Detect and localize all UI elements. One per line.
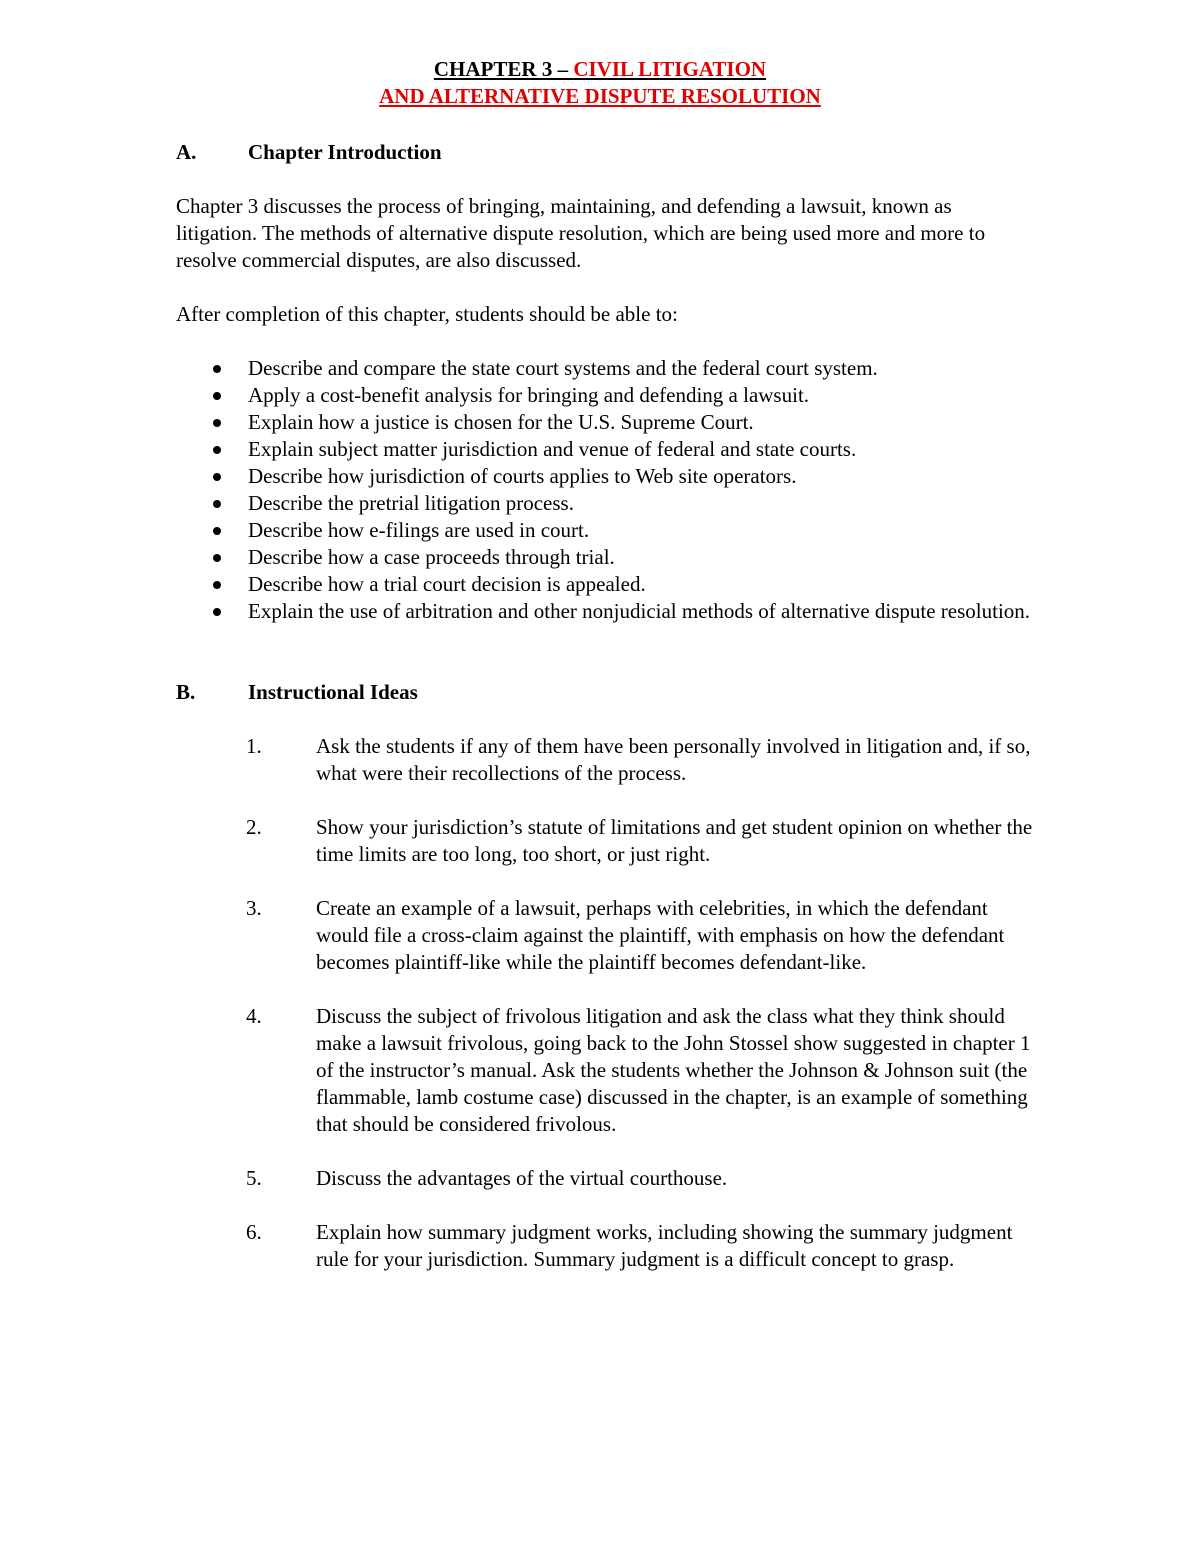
bullet-icon <box>213 527 221 535</box>
idea-item <box>246 1165 1036 1192</box>
objective-item: Apply a cost-benefit analysis for bringing and defending a lawsuit. <box>176 382 1036 409</box>
chapter-title-line-2: AND ALTERNATIVE DISPUTE RESOLUTION <box>379 84 821 108</box>
idea-text: Show your jurisdiction’s statute of limitations and get student opinion on whether the time limits are too long, too short, or just right. <box>316 815 1033 866</box>
idea-number: 2. <box>246 815 262 839</box>
idea-text: Ask the students if any of them have been personally involved in litigation and, if so, what were their recollections of the process. <box>316 734 1031 785</box>
bullet-icon <box>213 392 221 400</box>
objective-item: Describe and compare the state court systems and the federal court system. <box>176 355 1036 382</box>
bullet-icon <box>213 554 221 562</box>
objective-item: Explain the use of arbitration and other nonjudicial methods of alternative dispute resolution. <box>176 598 1036 625</box>
objective-item: Describe the pretrial litigation process. <box>176 490 1036 517</box>
section-a-heading <box>176 139 442 166</box>
idea-text: Discuss the advantages of the virtual courthouse. <box>316 1166 728 1190</box>
objective-item: Describe how a trial court decision is appealed. <box>176 571 1036 598</box>
objective-item: Explain how a justice is chosen for the U.S. Supreme Court. <box>176 409 1036 436</box>
chapter-number: CHAPTER 3 – <box>433 57 574 81</box>
bullet-icon <box>213 608 221 616</box>
idea-number: 3. <box>246 896 262 920</box>
objective-item: Explain subject matter jurisdiction and venue of federal and state courts. <box>176 436 1036 463</box>
objectives-lead-in: After completion of this chapter, students should be able to: <box>176 302 678 326</box>
idea-item <box>246 895 1036 976</box>
section-a-letter: A. <box>176 140 197 164</box>
idea-item <box>246 733 1036 787</box>
idea-item <box>246 1003 1036 1138</box>
idea-number: 1. <box>246 734 262 758</box>
bullet-icon <box>213 446 221 454</box>
objective-item: Describe how jurisdiction of courts applies to Web site operators. <box>176 463 1036 490</box>
objective-item: Describe how a case proceeds through trial. <box>176 544 1036 571</box>
bullet-icon <box>213 365 221 373</box>
bullet-icon <box>213 473 221 481</box>
objective-item: Describe how e-filings are used in court. <box>176 517 1036 544</box>
idea-number: 4. <box>246 1004 262 1028</box>
chapter-title-line-1 <box>0 56 1200 83</box>
chapter-title-red: CIVIL LITIGATION <box>573 57 767 81</box>
idea-number: 5. <box>246 1166 262 1190</box>
intro-paragraph: Chapter 3 discusses the process of bringing, maintaining, and defending a lawsuit, known as litigation. The methods of alternative dispute resolution, which are being used more and more to resolve commercial disputes, are also discussed. <box>176 194 986 272</box>
instructional-ideas-list <box>246 733 1036 1300</box>
objectives-list <box>176 355 1036 625</box>
idea-item <box>246 1219 1036 1273</box>
section-b-letter: B. <box>176 680 196 704</box>
idea-text: Discuss the subject of frivolous litigation and ask the class what they think should make a lawsuit frivolous, going back to the John Stossel show suggested in chapter 1 of the instructor’s manual. Ask the students whether the Johnson & Johnson suit (the flammable, lamb costume case) discussed in the chapter, is an example of something that should be considered frivolous. <box>316 1004 1031 1136</box>
idea-text: Create an example of a lawsuit, perhaps with celebrities, in which the defendant would file a cross-claim against the plaintiff, with emphasis on how the defendant becomes plaintiff-like while the plaintiff becomes defendant-like. <box>316 896 1005 974</box>
idea-number: 6. <box>246 1220 262 1244</box>
bullet-icon <box>213 500 221 508</box>
bullet-icon <box>213 581 221 589</box>
idea-text: Explain how summary judgment works, including showing the summary judgment rule for your jurisdiction. Summary judgment is a difficult concept to grasp. <box>316 1220 1013 1271</box>
section-b-title: Instructional Ideas <box>248 680 418 704</box>
section-a-title: Chapter Introduction <box>248 140 442 164</box>
section-b-heading <box>176 679 418 706</box>
idea-item <box>246 814 1036 868</box>
bullet-icon <box>213 419 221 427</box>
